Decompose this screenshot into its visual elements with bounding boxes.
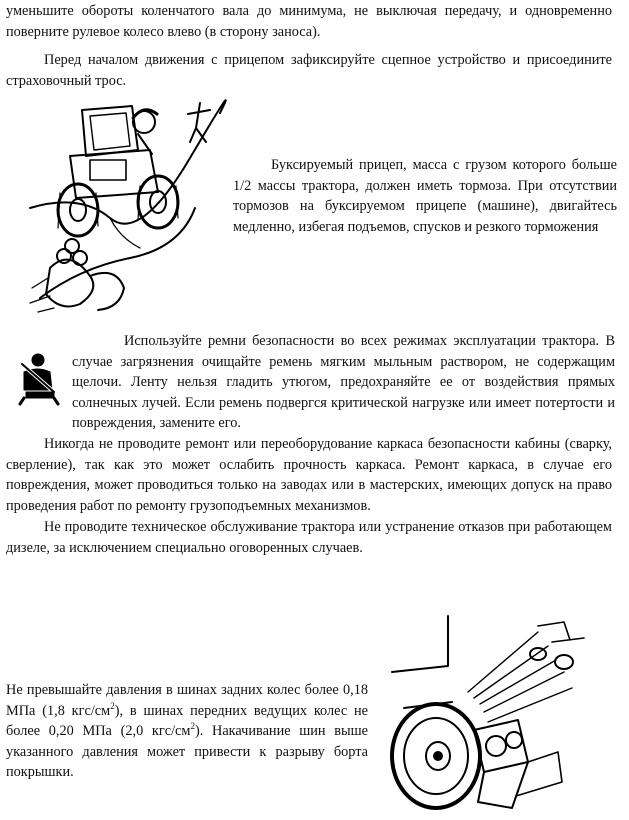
- paragraph-skid-instruction: уменьшите обороты коленчатого вала до минимума, не выключая передачу, и одновременно поверните рулевое колесо влево (в сторону заноса).: [6, 3, 612, 40]
- paragraph-cab-frame: Никогда не проводите ремонт или переоборудование каркаса безопасности кабины (сварку, сверление), так как это может ослабить прочность каркаса. Ремонт каркаса, в случае его повреждения, может проводиться только на заводах или в мастерских, имеющих допуск на право проведения работ по ремонту грузоподъемных механизмов.: [6, 436, 612, 514]
- tire-pressure-text-c: ). Накачивание шин выше указанного давления может привести к разрыву борта покрышки.: [6, 723, 368, 781]
- paragraph-trailer-brakes: Буксируемый прицеп, масса с грузом которого больше 1/2 массы трактора, должен иметь тормоза. При отсутствии тормозов на буксируемом прицепе (машине), двигайтесь медленно, избегая подъемов, спусков и резкого торможения: [233, 157, 617, 235]
- paragraph-seatbelts: Используйте ремни безопасности во всех режимах эксплуатации трактора. В случае загрязнения очищайте ремень мягким мыльным раствором, не содержащим щелочи. Ленту нельзя гладить утюгом, предохраняйте ее от воздействия прямых солнечных лучей. Если ремень подвергся критической нагрузке или имеет потертости и повреждения, замените его.: [72, 333, 615, 432]
- seatbelt-icon: [10, 352, 64, 406]
- unit-superscript: 2: [190, 721, 195, 732]
- tire-pressure-text-a: Не превышайте давления в шинах задних колес более 0,18 МПа (1,8 кгс/см: [6, 682, 368, 719]
- tractor-on-slope-illustration: [20, 98, 230, 320]
- tire-pressure-illustration: [388, 612, 620, 816]
- paragraph-trailer-safety-cable: Перед началом движения с прицепом зафиксируйте сцепное устройство и присоедините страховочный трос.: [6, 52, 612, 89]
- paragraph-maintenance: Не проводите техническое обслуживание трактора или устранение отказов при работающем дизеле, за исключением специально оговоренных случаев.: [6, 519, 612, 556]
- tire-pressure-text-b: ), в шинах передних ведущих колес не более 0,20 МПа (2,0 кгс/см: [6, 702, 369, 740]
- paragraph-tire-pressure: [6, 680, 368, 783]
- unit-superscript: 2: [110, 700, 115, 711]
